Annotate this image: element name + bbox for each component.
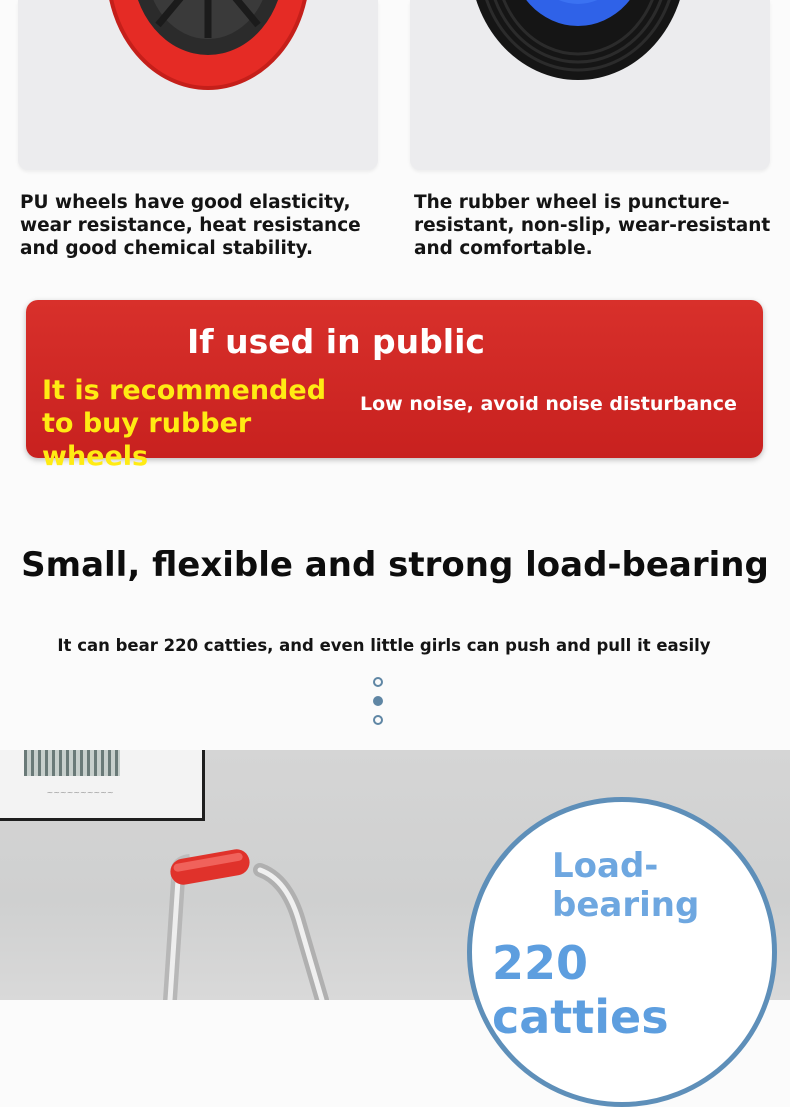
carousel-dot-1[interactable] — [373, 677, 383, 687]
feature-headline: Small, flexible and strong load-bearing — [21, 545, 769, 585]
banner-title: If used in public — [187, 322, 485, 361]
rubber-wheel-card — [410, 0, 770, 170]
badge-value: 220 catties — [492, 936, 669, 1044]
feature-description: It can bear 220 catties, and even little girls can push and pull it easily — [57, 636, 711, 655]
badge-label: Load-bearing — [552, 846, 700, 925]
pu-wheel-card — [18, 0, 378, 170]
public-use-banner — [26, 300, 763, 472]
banner-recommendation: It is recommended to buy rubber wheels — [42, 375, 327, 472]
carousel-dot-2[interactable] — [373, 696, 383, 706]
rubber-wheel-caption: The rubber wheel is puncture-resistant, non-slip, wear-resistant and comfortable. — [414, 192, 771, 259]
rubber-wheel-image — [410, 0, 770, 170]
load-bearing-badge — [467, 797, 777, 1107]
pu-wheel-caption: PU wheels have good elasticity, wear resistance, heat resistance and good chemical stability. — [20, 192, 361, 259]
carousel-dot-3[interactable] — [373, 715, 383, 725]
banner-benefit: Low noise, avoid noise disturbance — [360, 393, 737, 415]
pu-wheel-image — [18, 0, 378, 170]
wall-picture-caption: ~~~~~~~~~~ — [46, 788, 114, 797]
